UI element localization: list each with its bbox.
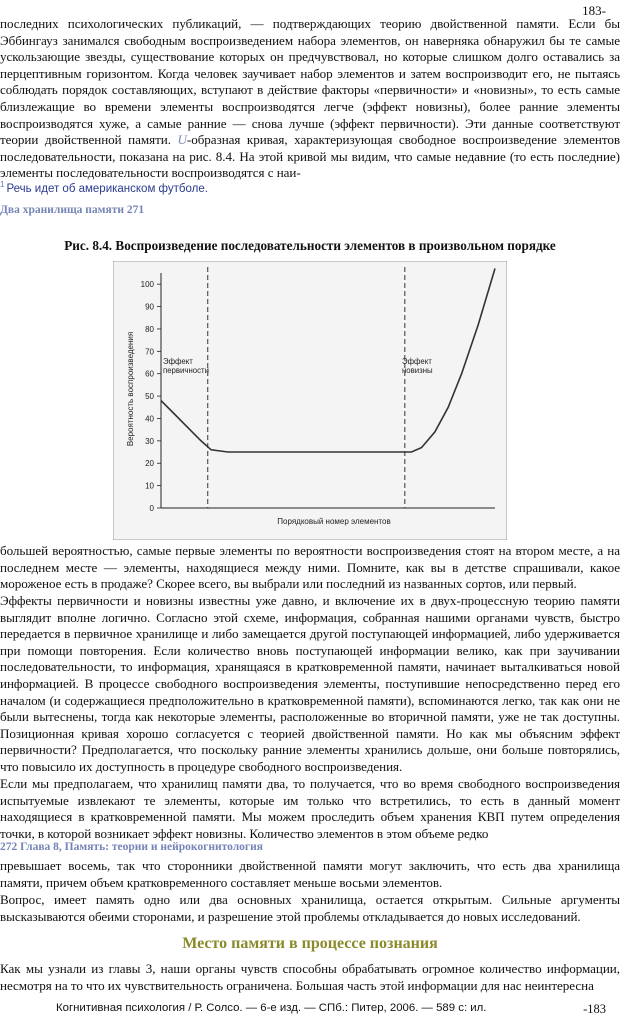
paragraph-4: Если мы предполагаем, что хранилищ памяти два, то получается, что во время свободного воспроизведения испытуемые извлекают те элементы, которые им только что встретились, то есть в данный момент находящиеся в кратковременной памяти. Мы можем проследить объем хранения КВП путем определения точки, в которой возникает эффект новизны. Количество элементов в этом объеме редко bbox=[0, 776, 620, 841]
paragraph-3: Эффекты первичности и новизны известны уже давно, и включение их в двух-процессную теорию памяти выглядит вполне логично. Согласно этой схеме, информация, собранная нашими органами чувств, быстро передается в первичное хранилище и либо замещается другой поступающей информацией, либо удерживается при помощи повторения. Если количество вновь поступающей информации велико, как при заучивании последовательности, то информация, хранящаяся в кратковременной памяти, начинает выталкиваться новой информацией. В процессе свободного воспроизведения элементы, поступившие непосредственно перед его началом (и содержащиеся предположительно в кратковременной памяти), вспоминаются легко, так как они не были вытеснены, тогда как некоторые элементы, расположенные во вторичной памяти, уже не так доступны. Позиционная кривая хорошо согласуется с теорией двойственной памяти. Но как мы объясним эффект первичности? Предполагается, что поскольку ранние элементы хранились дольше, они больше повторялись, что повысило их доступность в процедуре свободного воспроизведения. bbox=[0, 593, 620, 774]
y-tick-label: 100 bbox=[140, 280, 154, 290]
paragraph-1 bbox=[0, 16, 620, 182]
footnote-marker: 1 bbox=[0, 180, 5, 189]
y-tick-label: 50 bbox=[145, 392, 154, 402]
y-tick-label: 70 bbox=[145, 347, 154, 357]
paragraph-5: превышает восемь, так что сторонники двойственной памяти могут заключить, что есть два хранилища памяти, причем объем кратковременного составляет меньше восьми элементов. bbox=[0, 858, 620, 890]
y-tick-label: 0 bbox=[149, 504, 154, 513]
paragraph-2: большей вероятностью, самые первые элементы по вероятности воспроизведения стоят на втором месте, а на последнем месте — элементы, находящиеся между ними. Помните, как вы в детстве спрашивали, какое мороженое есть в продаже? Скорее всего, вы выбрали или последний из названных сортов, или первый. bbox=[0, 543, 620, 592]
y-tick-label: 60 bbox=[145, 369, 154, 379]
y-tick-label: 40 bbox=[145, 414, 154, 424]
paragraph-7: Как мы узнали из главы 3, наши органы чувств способны обрабатывать огромное количество информации, несмотря на то что их чувствительность ограничена. Большая часть этой информации для нас неинтересна bbox=[0, 961, 620, 993]
footer-source: Когнитивная психология / Р. Солсо. — 6-е изд. — СПб.: Питер, 2006. — 589 с: ил. bbox=[56, 1002, 487, 1014]
y-tick-label: 30 bbox=[145, 436, 154, 446]
figure-chart bbox=[113, 261, 507, 540]
chart-frame bbox=[113, 261, 507, 540]
y-tick-label: 10 bbox=[145, 481, 154, 491]
footnote-text: Речь идет об американском футболе. bbox=[6, 183, 208, 195]
y-axis-label: Вероятность воспроизведения bbox=[126, 331, 135, 447]
paragraph-6: Вопрос, имеет память одно или два основных хранилища, остается открытым. Сильные аргументы высказываются обеими сторонами, и разрешение этой проблемы откладывается до новых исследований. bbox=[0, 892, 620, 924]
section-heading: Место памяти в процессе познания bbox=[182, 935, 438, 952]
y-tick-label: 80 bbox=[145, 324, 154, 334]
u-letter: U bbox=[177, 132, 187, 148]
paragraph-1-text-b: -образная кривая, характеризующая свободное воспроизведение элементов последовательности, показана на рис. 8.4. На этой кривой мы видим, что самые недавние (то есть последние) элементы последовательности воспроизводятся с наи- bbox=[0, 132, 620, 181]
running-head-1: Два хранилища памяти 271 bbox=[0, 204, 145, 216]
paragraph-1-text-a: последних психологических публикаций, — подтверждающих теорию двойственной памяти. Если бы Эббингауз занимался свободным воспроизведением набора элементов, он наверняка обнаружил бы те самые ускользающие звезды, существование которых он предчувствовал, но которые слишком долго оставались за перцептивным горизонтом. Когда человек заучивает набор элементов и затем воспроизводит его, не пытаясь соблюдать порядок составляющих, вступают в действие факторы «первичности» и «новизны», то есть самые близлежащие во времени элементы воспроизводятся легче (эффект новизны), более ранние элементы воспроизводятся хуже, а самые ранние — снова лучше (эффект первичности). Эти данные соответствуют теории двойственной памяти. bbox=[0, 16, 620, 148]
y-tick-label: 20 bbox=[145, 459, 154, 469]
footer-page-number: -183 bbox=[583, 1002, 606, 1016]
recency-label: Эффект новизны bbox=[402, 357, 433, 375]
footnote bbox=[0, 180, 208, 195]
running-head-2: 272 Глава 8, Память: теории и нейрокогнитология bbox=[0, 841, 263, 853]
y-tick-label: 90 bbox=[145, 302, 154, 312]
primacy-label: Эффект первичности bbox=[163, 357, 209, 375]
figure-caption: Рис. 8.4. Воспроизведение последовательности элементов в произвольном порядке bbox=[64, 238, 556, 253]
chart-svg bbox=[113, 261, 507, 540]
x-axis-label: Порядковый номер элементов bbox=[277, 517, 391, 526]
page-number-top: 183- bbox=[582, 3, 606, 18]
